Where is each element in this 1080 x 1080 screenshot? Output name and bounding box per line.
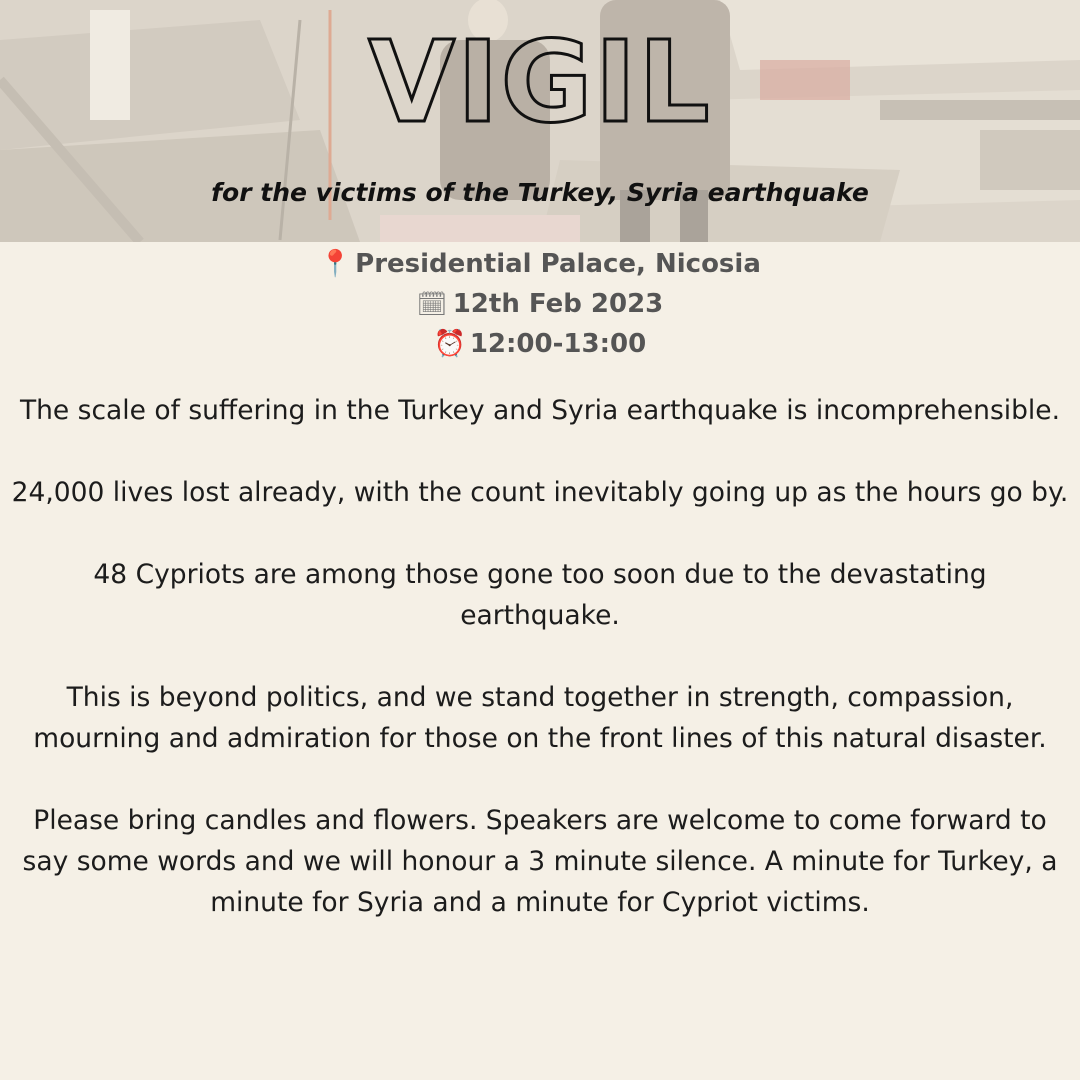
date-row: [0, 284, 1080, 324]
page-title: VIGIL: [368, 18, 712, 148]
time-text: 12:00-13:00: [469, 329, 647, 359]
event-description: [10, 390, 1070, 923]
location-row: [0, 244, 1080, 284]
date-text: 12th Feb 2023: [452, 289, 664, 319]
location-text: Presidential Palace, Nicosia: [355, 249, 761, 279]
paragraph-lives-lost: 24,000 lives lost already, with the count inevitably going up as the hours go by.: [11, 477, 1069, 508]
pin-icon: 📍: [319, 249, 352, 279]
page-subtitle: for the victims of the Turkey, Syria earthquake: [211, 178, 869, 207]
calendar-icon: 🗓: [416, 290, 448, 318]
header-photo: [0, 0, 1080, 242]
event-details: [0, 244, 1080, 364]
paragraph-solidarity: This is beyond politics, and we stand together in strength, compassion, mourning and admiration for those on the front lines of this natural disaster.: [33, 682, 1047, 754]
paragraph-scale: The scale of suffering in the Turkey and Syria earthquake is incomprehensible.: [19, 395, 1061, 426]
time-row: [0, 324, 1080, 364]
paragraph-cypriots: 48 Cypriots are among those gone too soon due to the devastating earthquake.: [93, 559, 987, 631]
alarm-clock-icon: ⏰: [433, 329, 467, 359]
paragraph-instructions: Please bring candles and flowers. Speakers are welcome to come forward to say some words and we will honour a 3 minute silence. A minute for Turkey, a minute for Syria and a minute for Cypriot victims.: [22, 805, 1058, 918]
